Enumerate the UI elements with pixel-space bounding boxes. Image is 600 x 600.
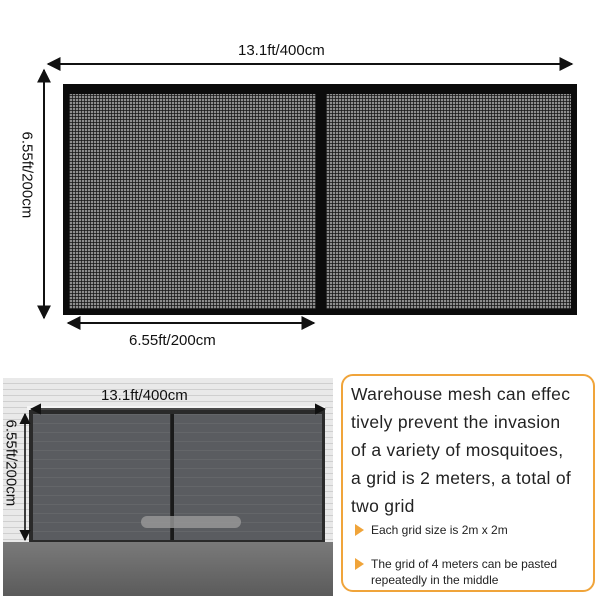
photo-height-label: 6.55ft/200cm [3,419,20,507]
triangle-right-icon [355,558,364,570]
bullet-text: The grid of 4 meters can be pasted repeatedly in the middle [371,557,558,587]
mesh-panel-left [69,94,316,309]
info-line: a grid is 2 meters, a total of [351,468,572,488]
photo-width-label: 13.1ft/400cm [101,387,188,404]
garage-photo [3,378,333,596]
info-line: tively prevent the invasion [351,412,561,432]
info-box [341,374,595,592]
bullet-text: Each grid size is 2m x 2m [371,523,508,537]
mesh-panel-right [326,94,571,309]
photo-dimension-arrows [3,378,333,596]
photo-height-label-wrap [3,419,66,507]
width-label: 13.1ft/400cm [238,42,325,59]
height-label: 6.55ft/200cm [18,131,36,219]
half-width-label: 6.55ft/200cm [129,332,216,349]
info-line: Warehouse mesh can effec [351,384,571,404]
info-description [351,380,595,520]
info-line: of a variety of mosquitoes, [351,440,564,460]
mesh-screen [63,84,577,315]
info-line: two grid [351,496,415,516]
triangle-right-icon [355,524,364,536]
